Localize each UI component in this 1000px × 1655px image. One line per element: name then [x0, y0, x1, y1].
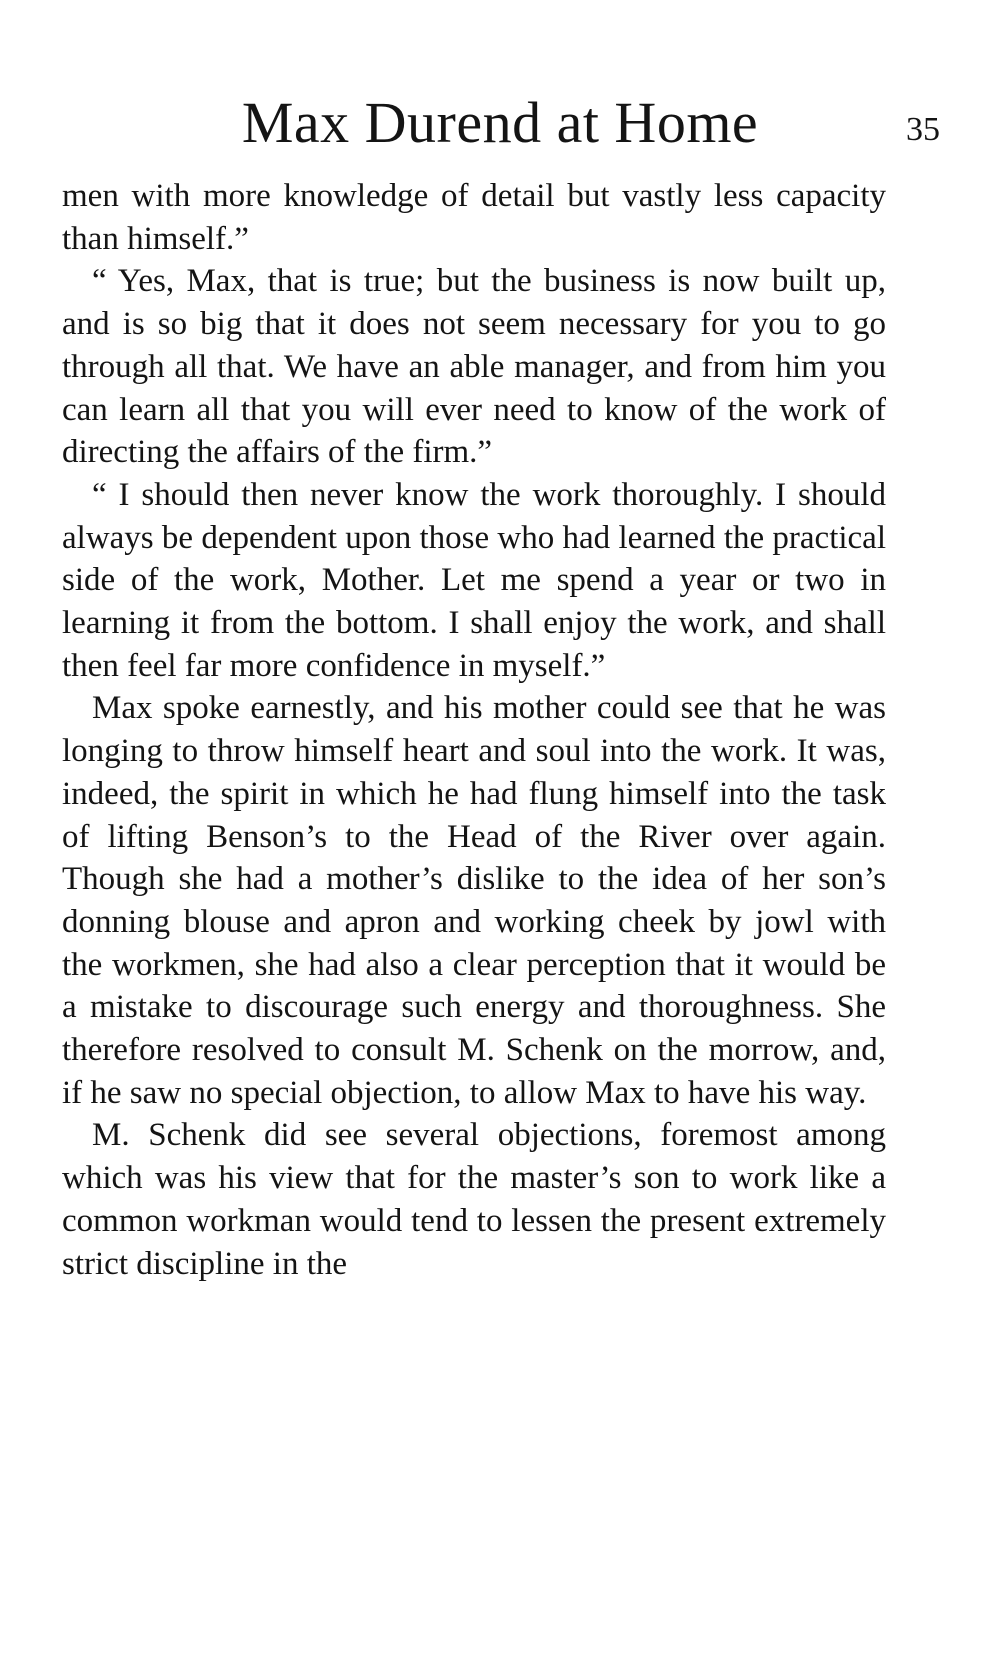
- body-text: [62, 175, 886, 1285]
- paragraph: M. Schenk did see several objections, foremost among which was his view that for the master’s son to work like a common workman would tend to lessen the present extremely strict discipline in the: [62, 1117, 886, 1282]
- paragraph: Max spoke earnestly, and his mother could see that he was longing to throw himself heart and soul into the work. It was, indeed, the spirit in which he had flung himself into the task of lifting Benson’s to the Head of the River over again. Though she had a mother’s dislike to the idea of her son’s donning blouse and apron and working cheek by jowl with the workmen, she had also a clear perception that it would be a mistake to discourage such energy and thoroughness. She therefore resolved to consult M. Schenk on the morrow, and, if he saw no special objection, to allow Max to have his way.: [62, 690, 886, 1111]
- paragraph-continuation: men with more knowledge of detail but vastly less capacity than himself.”: [62, 178, 886, 257]
- paragraph: “ Yes, Max, that is true; but the business is now built up, and is so big that it does not seem necessary for you to go through all that. We have an able manager, and from him you can learn all that you will ever need to know of the work of directing the affairs of the firm.”: [62, 263, 886, 471]
- page-title: Max Durend at Home: [241, 90, 759, 155]
- running-head: [0, 88, 1000, 158]
- paragraph: “ I should then never know the work thoroughly. I should always be dependent upon those who had learned the practical side of the work, Mother. Let me spend a year or two in learning it from the bottom. I shall enjoy the work, and shall then feel far more confidence in myself.”: [62, 476, 886, 684]
- page-number: 35: [906, 111, 940, 148]
